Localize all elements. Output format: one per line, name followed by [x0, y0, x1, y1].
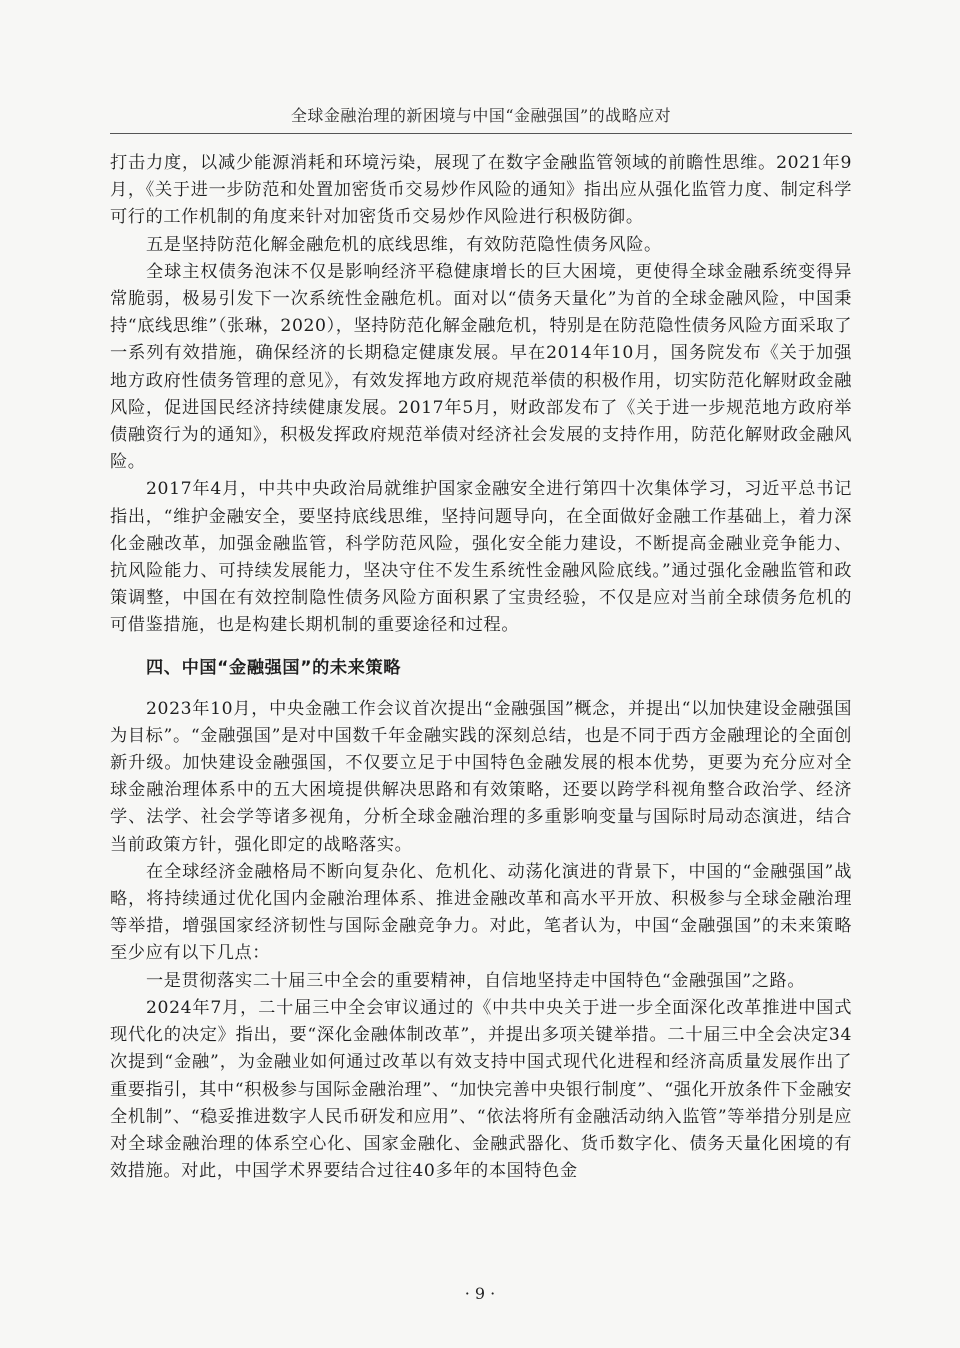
paragraph: 五是坚持防范化解金融危机的底线思维，有效防范隐性债务风险。	[146, 234, 662, 255]
paragraph: 2023年10月，中央金融工作会议首次提出“金融强国”概念，并提出“以加快建设金融强国为目标”。“金融强国”是对中国数千年金融实践的深刻总结，也是不同于西方金融理论的全面创新升级。加快建设金融强国，不仅要立足于中国特色金融发展的根本优势，更要为充分应对全球金融治理体系中的五大困境提供解决思路和有效策略，还要以跨学科视角整合政治学、经济学、法学、社会学等诸多视角，分析全球金融治理的多重影响变量与国际时局动态演进，结合当前政策方针，强化即定的战略落实。	[110, 698, 852, 855]
paragraph: 2017年4月，中共中央政治局就维护国家金融安全进行第四十次集体学习，习近平总书记指出，“维护金融安全，要坚持底线思维，坚持问题导向，在全面做好金融工作基础上，着力深化金融改革，加强金融监管，科学防范风险，强化安全能力建设，不断提高金融业竞争能力、抗风险能力、可持续发展能力，坚决守住不发生系统性金融风险底线。”通过强化金融监管和政策调整，中国在有效控制隐性债务风险方面积累了宝贵经验，不仅是应对当前全球债务危机的可借鉴措施，也是构建长期机制的重要途径和过程。	[110, 479, 852, 636]
body-text	[110, 150, 852, 1185]
paragraph: 全球主权债务泡沫不仅是影响经济平稳健康增长的巨大困境，更使得全球金融系统变得异常脆弱，极易引发下一次系统性金融危机。面对以“债务天量化”为首的全球金融风险，中国秉持“底线思维”（张琳，2020），坚持防范化解金融危机，特别是在防范隐性债务风险方面采取了一系列有效措施，确保经济的长期稳定健康发展。早在2014年10月，国务院发布《关于加强地方政府性债务管理的意见》，有效发挥地方政府规范举债的积极作用，切实防范化解财政金融风险，促进国民经济持续健康发展。2017年5月，财政部发布了《关于进一步规范地方政府举债融资行为的通知》，积极发挥政府规范举债对经济社会发展的支持作用，防范化解财政金融风险。	[110, 261, 852, 473]
running-header-title: 全球金融治理的新困境与中国“金融强国”的战略应对	[290, 106, 672, 125]
section-heading: 四、中国“金融强国”的未来策略	[146, 657, 402, 678]
paragraph: 打击力度，以减少能源消耗和环境污染，展现了在数字金融监管领域的前瞻性思维。2021年9月，《关于进一步防范和处置加密货币交易炒作风险的通知》指出应从强化监管力度、制定科学可行的工作机制的角度来针对加密货币交易炒作风险进行积极防御。	[110, 153, 852, 228]
paragraph: 一是贯彻落实二十届三中全会的重要精神，自信地坚持走中国特色“金融强国”之路。	[146, 970, 806, 991]
page-number: · 9 ·	[464, 1284, 496, 1303]
paragraph: 在全球经济金融格局不断向复杂化、危机化、动荡化演进的背景下，中国的“金融强国”战略，将持续通过优化国内金融治理体系、推进金融改革和高水平开放、积极参与全球金融治理等举措，增强国家经济韧性与国际金融竞争力。对此，笔者认为，中国“金融强国”的未来策略至少应有以下几点：	[110, 861, 852, 964]
header-rule	[110, 133, 852, 134]
paragraph: 2024年7月，二十届三中全会审议通过的《中共中央关于进一步全面深化改革推进中国式现代化的决定》指出，要“深化金融体制改革”，并提出多项关键举措。二十届三中全会决定34次提到“金融”，为金融业如何通过改革以有效支持中国式现代化进程和经济高质量发展作出了重要指引，其中“积极参与国际金融治理”、“加快完善中央银行制度”、“强化开放条件下金融安全机制”、“稳妥推进数字人民币研发和应用”、“依法将所有金融活动纳入监管”等举措分别是应对全球金融治理的体系空心化、国家金融化、金融武器化、货币数字化、债务天量化困境的有效措施。对此，中国学术界要结合过往40多年的本国特色金	[110, 997, 852, 1182]
